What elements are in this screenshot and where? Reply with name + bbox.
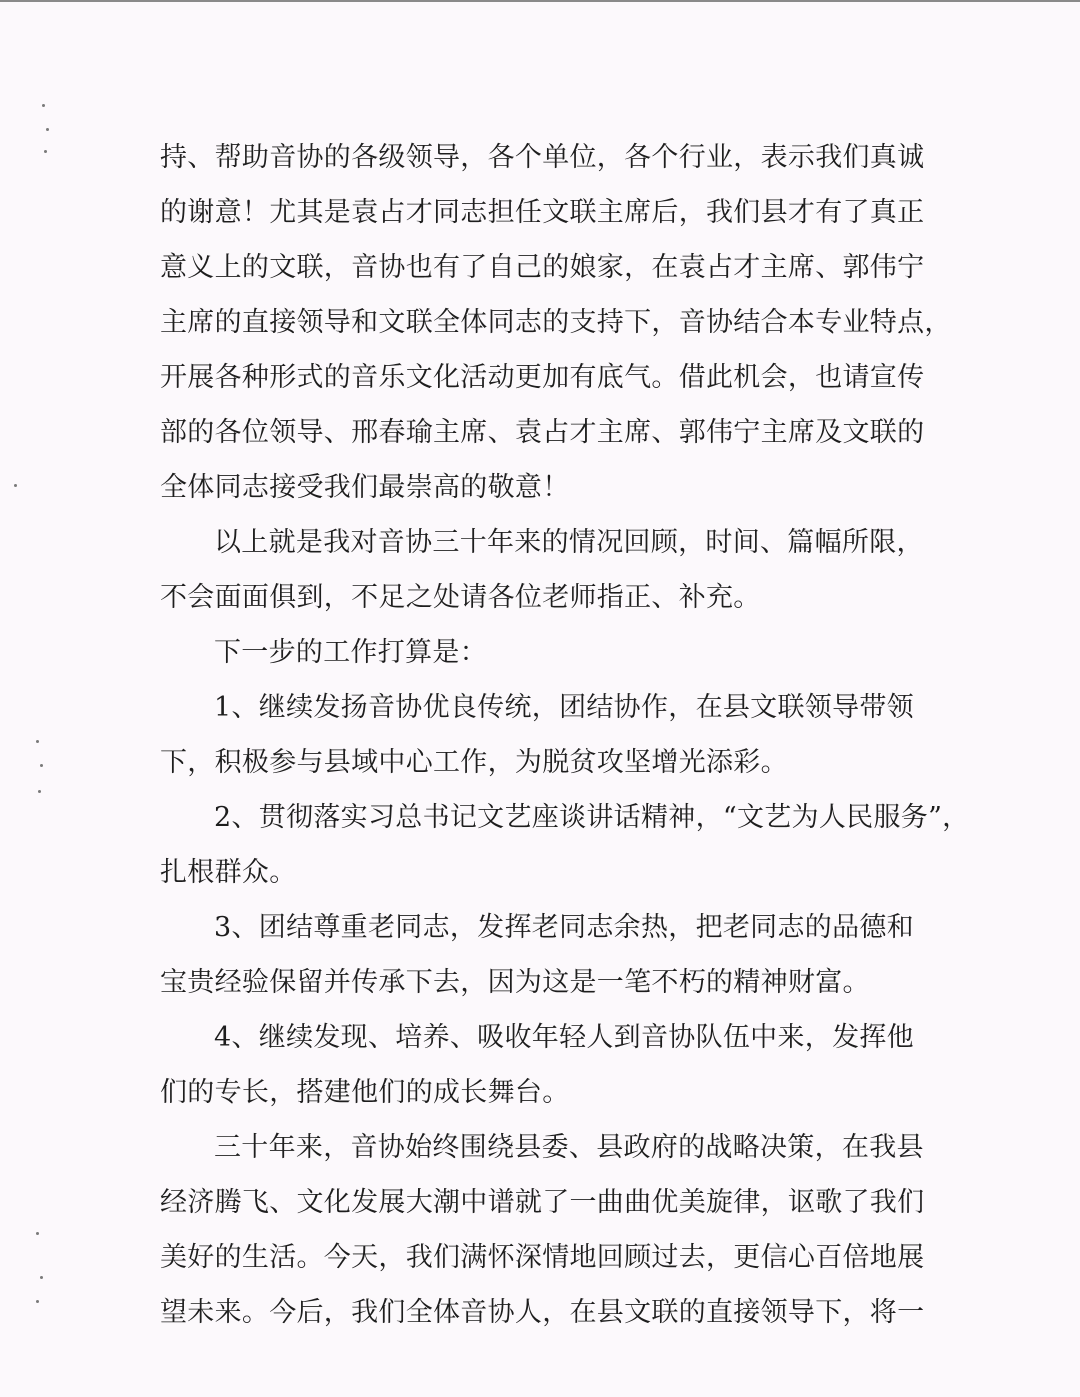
scan-speck bbox=[46, 128, 49, 131]
text-line: 部的各位领导、邢春瑜主席、袁占才主席、郭伟宁主席及文联的 bbox=[160, 417, 925, 448]
body-text bbox=[160, 130, 970, 1340]
text-line: 1、继续发扬音协优良传统，团结协作，在县文联领导带领 bbox=[214, 692, 914, 723]
scan-speck bbox=[44, 150, 47, 153]
text-line: 望未来。今后，我们全体音协人，在县文联的直接领导下，将一 bbox=[160, 1297, 925, 1328]
scan-speck bbox=[36, 740, 39, 743]
text-line: 主席的直接领导和文联全体同志的支持下，音协结合本专业特点， bbox=[160, 307, 952, 338]
text-line: 持、帮助音协的各级领导，各个单位，各个行业，表示我们真诚 bbox=[160, 142, 925, 173]
scan-speck bbox=[40, 1276, 43, 1279]
scan-speck bbox=[36, 1300, 39, 1303]
text-line: 2、贯彻落实习总书记文艺座谈讲话精神，“文艺为人民服务”， bbox=[214, 802, 970, 833]
text-line: 扎根群众。 bbox=[160, 857, 297, 888]
text-line: 的谢意！尤其是袁占才同志担任文联主席后，我们县才有了真正 bbox=[160, 197, 925, 228]
text-line: 4、继续发现、培养、吸收年轻人到音协队伍中来，发挥他 bbox=[214, 1022, 914, 1053]
text-line: 意义上的文联，音协也有了自己的娘家，在袁占才主席、郭伟宁 bbox=[160, 252, 925, 283]
text-line: 美好的生活。今天，我们满怀深情地回顾过去，更信心百倍地展 bbox=[160, 1242, 925, 1273]
text-line: 们的专长，搭建他们的成长舞台。 bbox=[160, 1077, 570, 1108]
text-line: 3、团结尊重老同志，发挥老同志余热，把老同志的品德和 bbox=[214, 912, 914, 943]
scan-speck bbox=[42, 104, 45, 107]
scan-speck bbox=[40, 764, 43, 767]
scan-speck bbox=[38, 790, 41, 793]
text-line: 全体同志接受我们最崇高的敬意！ bbox=[160, 472, 570, 503]
text-line: 下一步的工作打算是： bbox=[214, 637, 487, 668]
scan-speck bbox=[36, 1232, 39, 1235]
page-top-edge bbox=[0, 0, 1080, 2]
scan-speck bbox=[14, 484, 17, 487]
text-line: 三十年来，音协始终围绕县委、县政府的战略决策，在我县 bbox=[214, 1132, 924, 1163]
text-line: 开展各种形式的音乐文化活动更加有底气。借此机会，也请宣传 bbox=[160, 362, 925, 393]
text-line: 不会面面俱到，不足之处请各位老师指正、补充。 bbox=[160, 582, 761, 613]
text-line: 下，积极参与县域中心工作，为脱贫攻坚增光添彩。 bbox=[160, 747, 788, 778]
text-line: 以上就是我对音协三十年来的情况回顾，时间、篇幅所限， bbox=[214, 527, 924, 558]
text-line: 宝贵经验保留并传承下去，因为这是一笔不朽的精神财富。 bbox=[160, 967, 870, 998]
text-line: 经济腾飞、文化发展大潮中谱就了一曲曲优美旋律，讴歌了我们 bbox=[160, 1187, 925, 1218]
